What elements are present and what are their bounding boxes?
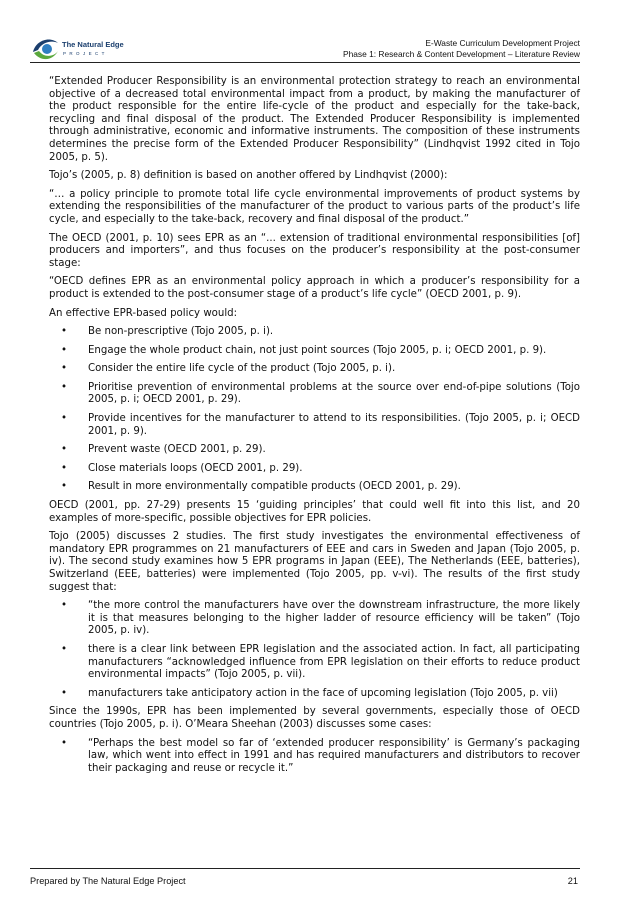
- list-item: • Consider the entire life cycle of the product (Tojo 2005, p. i).: [49, 363, 580, 376]
- natural-edge-logo: [30, 34, 158, 64]
- list-item: • “Perhaps the best model so far of ‘extended producer responsibility’ is Germany’s packaging law, which went into effect in 1991 and has required manufacturers and distributors to recover their packaging and reuse or recycle it.”: [49, 738, 580, 776]
- paragraph: An effective EPR-based policy would:: [49, 307, 238, 319]
- paragraph: OECD (2001, pp. 27-29) presents 15 ‘guiding principles’ that could well fit into this list, and 20 examples of more-specific, possible objectives for EPR policies.: [49, 500, 580, 524]
- paragraph: “Extended Producer Responsibility is an environmental protection strategy to reach an environmental objective of a decreased total environmental impact from a product, by making the manufacturer of the product responsible for the entire life-cycle of the product and especially for the take-back, recycling and final disposal of the product. The Extended Producer Responsibility is implemented through administrative, economic and informative instruments. The composition of these instruments determines the precise form of the Extended Producer Responsibility” (Lindhqvist 1992 cited in Tojo 2005, p. 5).: [49, 76, 580, 163]
- globe-logo-icon: [30, 34, 60, 64]
- header-line-1: E-Waste Curriculum Development Project: [425, 38, 580, 48]
- page-footer: [30, 868, 580, 886]
- logo-name: The Natural Edge: [62, 40, 124, 49]
- header-line-2: Phase 1: Research & Content Development – Literature Review: [343, 49, 580, 59]
- paragraph: Tojo (2005) discusses 2 studies. The first study investigates the environmental effectiveness of mandatory EPR programmes on 21 manufacturers of EEE and cars in Sweden and Japan (Tojo 2005, p. iv). The second study examines how 5 EPR programs in Japan (EEE), The Netherlands (EEE, batteries), Switzerland (EEE, batteries) were implemented (Tojo 2005, pp. v-vi). The results of the first study suggest that:: [49, 531, 580, 593]
- list-item: • Be non-prescriptive (Tojo 2005, p. i).: [49, 326, 580, 339]
- study-results-list: [49, 600, 580, 700]
- page-body: [49, 76, 580, 781]
- logo-subtitle: PROJECT: [63, 51, 108, 56]
- list-item: • there is a clear link between EPR legislation and the associated action. In fact, all participating manufacturers “acknowledged influence from EPR legislation on their efforts to reduce product environmental impacts” (Tojo 2005, p. vii).: [49, 644, 580, 682]
- epr-policy-list: [49, 326, 580, 494]
- list-item: • “the more control the manufacturers have over the downstream infrastructure, the more likely it is that measures belonging to the higher ladder of resource efficiency will be taken” (Tojo 2005, p. iv).: [49, 600, 580, 638]
- list-item: • Result in more environmentally compatible products (OECD 2001, p. 29).: [49, 481, 580, 494]
- page-number: 21: [567, 876, 578, 886]
- list-item: • Engage the whole product chain, not just point sources (Tojo 2005, p. i; OECD 2001, p. 9).: [49, 345, 580, 358]
- page-header: [30, 30, 580, 70]
- paragraph: “… a policy principle to promote total life cycle environmental improvements of product systems by extending the responsibilities of the manufacturer of the product to various parts of the product’s life cycle, and especially to the take-back, recovery and final disposal of the product.”: [49, 188, 580, 225]
- footer-credit: Prepared by The Natural Edge Project: [30, 876, 186, 886]
- list-item: • Prioritise prevention of environmental problems at the source over end-of-pipe solutions (Tojo 2005, p. i; OECD 2001, p. 29).: [49, 382, 580, 407]
- header-title: [343, 38, 580, 60]
- cases-list: [49, 738, 580, 776]
- paragraph: Tojo’s (2005, p. 8) definition is based on another offered by Lindhqvist (2000):: [49, 170, 448, 182]
- paragraph: Since the 1990s, EPR has been implemented by several governments, especially those of OECD countries (Tojo 2005, p. i). O’Meara Sheehan (2003) discusses some cases:: [49, 706, 580, 730]
- paragraph: The OECD (2001, p. 10) sees EPR as an “... extension of traditional environmental responsibilities [of] producers and importers”, and thus focuses on the producer’s responsibility at the post-consumer stage:: [49, 232, 580, 269]
- paragraph: “OECD defines EPR as an environmental policy approach in which a producer’s responsibility for a product is extended to the post-consumer stage of a product’s life cycle” (OECD 2001, p. 9).: [49, 276, 580, 300]
- list-item: • manufacturers take anticipatory action in the face of upcoming legislation (Tojo 2005, p. vii): [49, 688, 580, 701]
- footer-divider: [30, 868, 580, 869]
- list-item: • Prevent waste (OECD 2001, p. 29).: [49, 444, 580, 457]
- list-item: • Close materials loops (OECD 2001, p. 29).: [49, 463, 580, 476]
- list-item: • Provide incentives for the manufacturer to attend to its responsibilities. (Tojo 2005, p. i; OECD 2001, p. 9).: [49, 413, 580, 438]
- header-divider: [30, 62, 580, 63]
